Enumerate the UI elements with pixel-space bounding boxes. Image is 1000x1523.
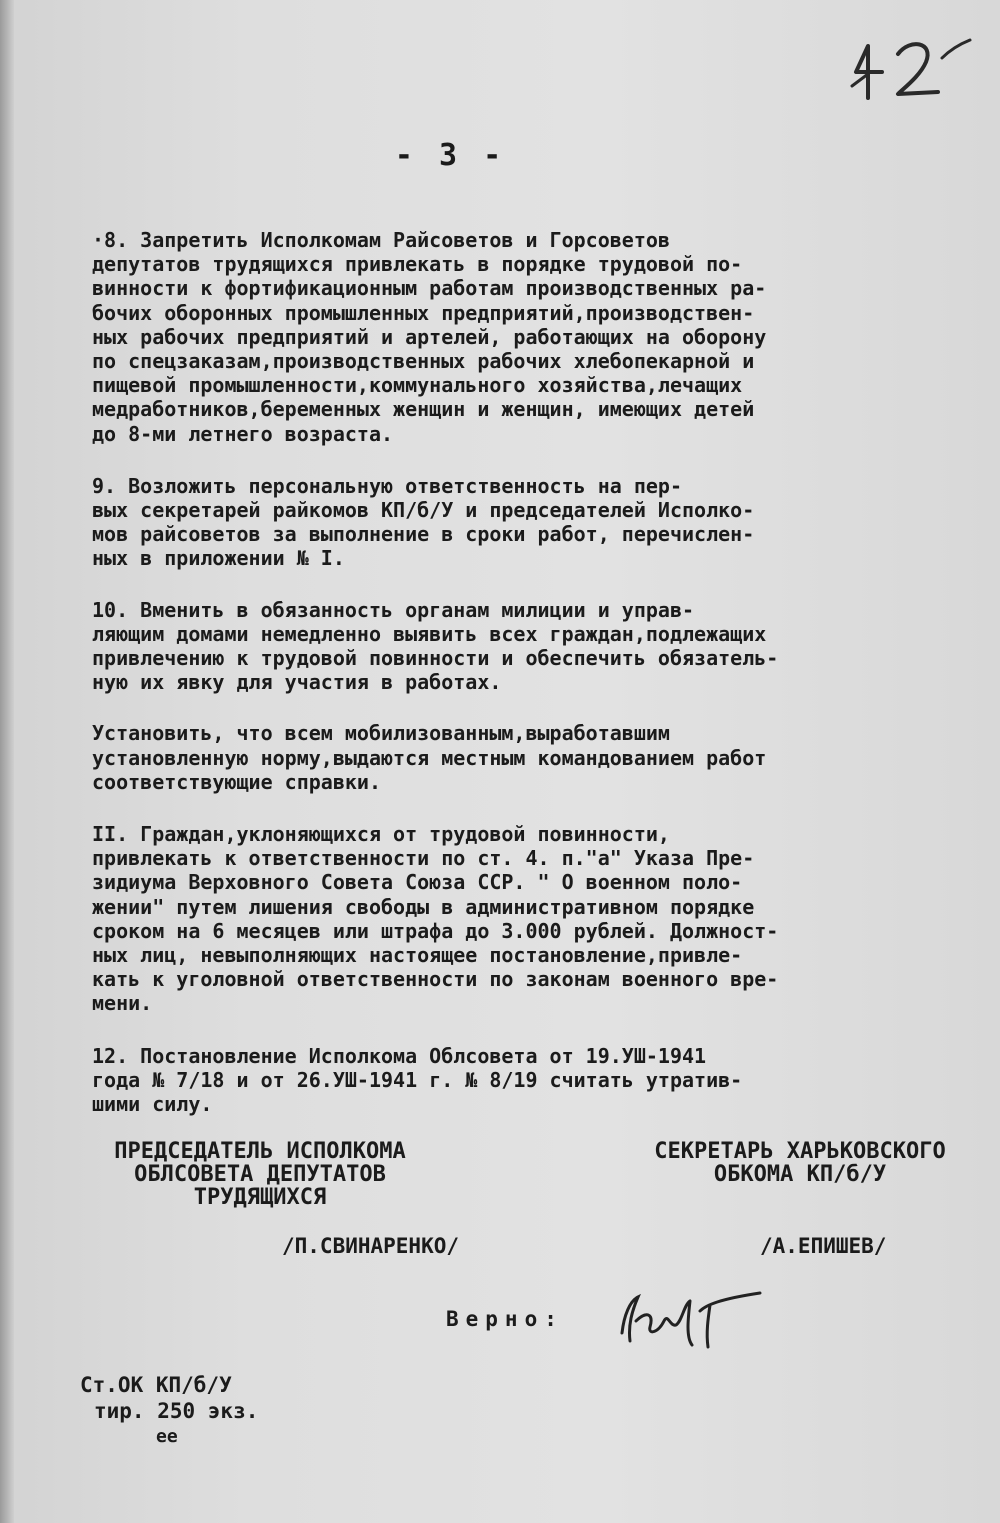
secretary-name: /А.ЕПИШЕВ/ (760, 1234, 887, 1258)
resolution-body (92, 228, 972, 1116)
certified-label: Верно: (446, 1307, 564, 1331)
chairman-name: /П.СВИНАРЕНКО/ (282, 1234, 460, 1258)
paragraph-10-addendum: Установить, что всем мобилизованным,выработавшим установленную норму,выдаются местным командованием работ соответствующие справки. (92, 721, 767, 794)
paragraph-11: II. Граждан,уклоняющихся от трудовой повинности, привлекать к ответственности по ст. 4. п."а" Указа Пре- зидиума Верховного Совета Союза ССР. " О военном поло- жении" путем лишения свободы в административном порядке сроком на 6 месяцев или штрафа до 3.000 рублей. Должност- ных лиц, невыполняющих настоящее постановление,привле- кать к уголовной ответственности по законам военного вре- мени. (92, 822, 779, 1016)
paragraph-9: 9. Возложить персональную ответственность на пер- вых секретарей райкомов КП/б/У и председателей Исполко- мов райсоветов за выполнение в сроки работ, перечислен- ных в приложении № I. (92, 473, 755, 571)
chairman-title: ПРЕДСЕДАТЕЛЬ ИСПОЛКОМА ОБЛСОВЕТА ДЕПУТАТОВ ТРУДЯЩИХСЯ (114, 1139, 406, 1210)
page-edge-shadow (0, 0, 14, 1523)
handwritten-archive-number (838, 28, 978, 108)
paragraph-12: 12. Постановление Исполкома Облсовета от 19.УШ-1941 года № 7/18 и от 26.УШ-1941 г. № 8/19 считать утратив- шими силу. (92, 1043, 743, 1117)
footer-department: Ст.ОК КП/б/У (80, 1373, 232, 1397)
paragraph-10: 10. Вменить в обязанность органам милиции и управ- ляющим домами немедленно выявить всех граждан,подлежащих привлечению к трудовой повинности и обеспечить обязатель- ную их явку для участия в работах. (92, 597, 779, 695)
handwritten-signature (610, 1275, 780, 1365)
page-number: - 3 - (394, 138, 506, 173)
paragraph-8: ·8. Запретить Исполкомам Райсоветов и Горсоветов депутатов трудящихся привлекать в порядке трудовой по- винности к фортификационным работам производственных ра- бочих оборонных промышленных предприятий,производствен- ных рабочих предприятий и артелей, работающих на оборону по спецзаказам,производственных рабочих хлебопекарной и пищевой промышленности,коммунального хозяйства,лечащих медработников,беременных женщин и женщин, имеющих детей до 8-ми летнего возраста. (92, 228, 767, 446)
footer-print-run: тир. 250 экз. (94, 1399, 259, 1423)
footer-typist-initials: ее (156, 1426, 178, 1447)
distribution-footer (80, 1372, 258, 1450)
secretary-title: СЕКРЕТАРЬ ХАРЬКОВСКОГО ОБКОМА КП/б/У (654, 1139, 946, 1187)
